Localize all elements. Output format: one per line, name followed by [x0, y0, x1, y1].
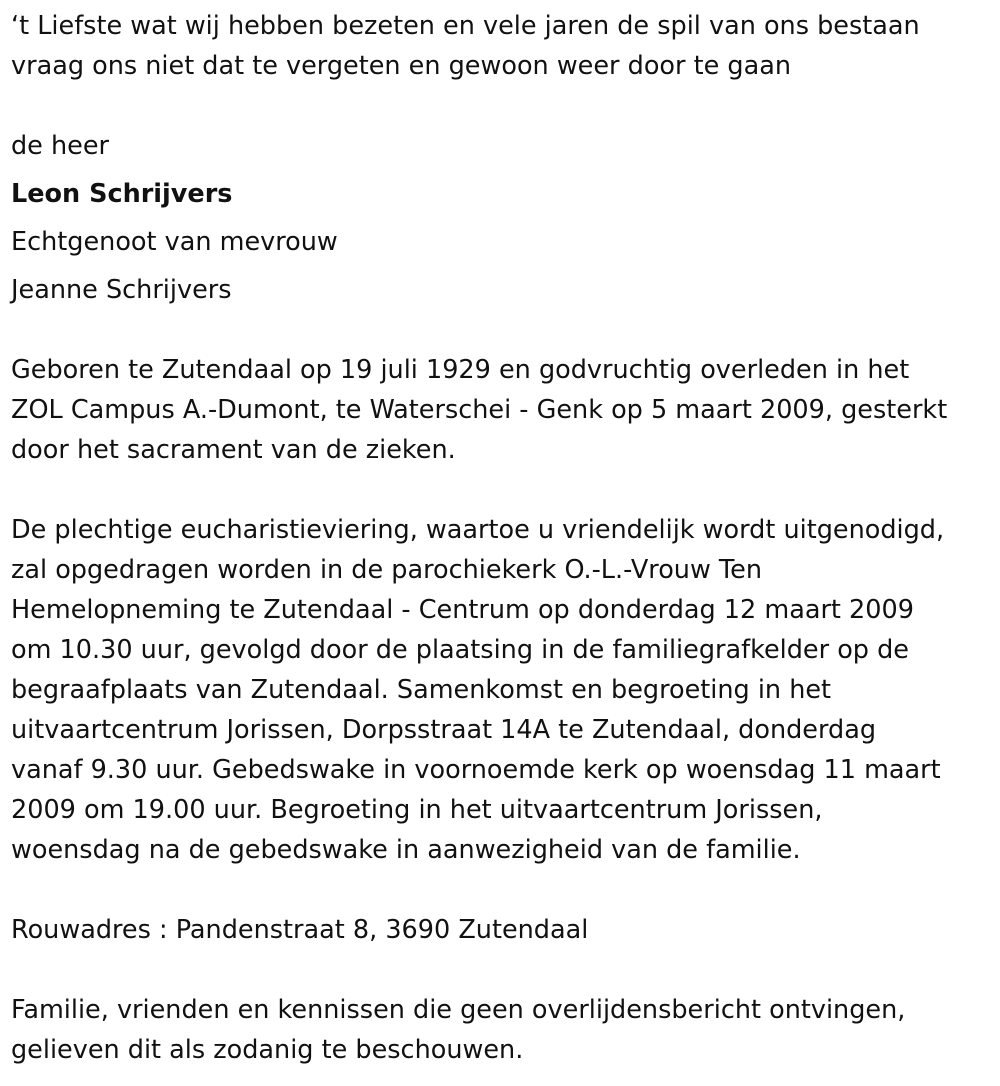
title-prefix: de heer [11, 131, 110, 161]
birth-death-line: Geboren te Zutendaal op 19 juli 1929 en godvruchtig overleden in het [11, 355, 910, 385]
ceremony-line: zal opgedragen worden in de parochiekerk O.-L.-Vrouw Ten [11, 555, 763, 585]
spouse-relation: Echtgenoot van mevrouw [11, 227, 338, 257]
ceremony-line: Hemelopneming te Zutendaal - Centrum op donderdag 12 maart 2009 [11, 595, 914, 625]
motto-line-1: ‘t Liefste wat wij hebben bezeten en vele jaren de spil van ons bestaan [11, 11, 920, 41]
ceremony-line: woensdag na de gebedswake in aanwezigheid van de familie. [11, 835, 801, 865]
ceremony-line: uitvaartcentrum Jorissen, Dorpsstraat 14A te Zutendaal, donderdag [11, 715, 877, 745]
notice-line: gelieven dit als zodanig te beschouwen. [11, 1035, 524, 1065]
birth-death-paragraph [11, 350, 996, 470]
deceased-name: Leon Schrijvers [11, 179, 233, 209]
ceremony-line: De plechtige eucharistieviering, waartoe u vriendelijk wordt uitgenodigd, [11, 515, 945, 545]
notice-paragraph [11, 990, 996, 1070]
birth-death-line: door het sacrament van de zieken. [11, 435, 456, 465]
ceremony-line: begraafplaats van Zutendaal. Samenkomst en begroeting in het [11, 675, 832, 705]
ceremony-line: vanaf 9.30 uur. Gebedswake in voornoemde kerk op woensdag 11 maart [11, 755, 941, 785]
notice-line: Familie, vrienden en kennissen die geen overlijdensbericht ontvingen, [11, 995, 906, 1025]
mourning-address-line: Rouwadres : Pandenstraat 8, 3690 Zutendaal [11, 915, 589, 945]
birth-death-line: ZOL Campus A.-Dumont, te Waterschei - Genk op 5 maart 2009, gesterkt [11, 395, 948, 425]
ceremony-paragraph [11, 510, 996, 870]
motto-line-2: vraag ons niet dat te vergeten en gewoon weer door te gaan [11, 51, 792, 81]
spouse-name: Jeanne Schrijvers [11, 275, 232, 305]
ceremony-line: om 10.30 uur, gevolgd door de plaatsing in de familiegrafkelder op de [11, 635, 909, 665]
mourning-address [11, 910, 996, 950]
ceremony-line: 2009 om 19.00 uur. Begroeting in het uitvaartcentrum Jorissen, [11, 795, 823, 825]
